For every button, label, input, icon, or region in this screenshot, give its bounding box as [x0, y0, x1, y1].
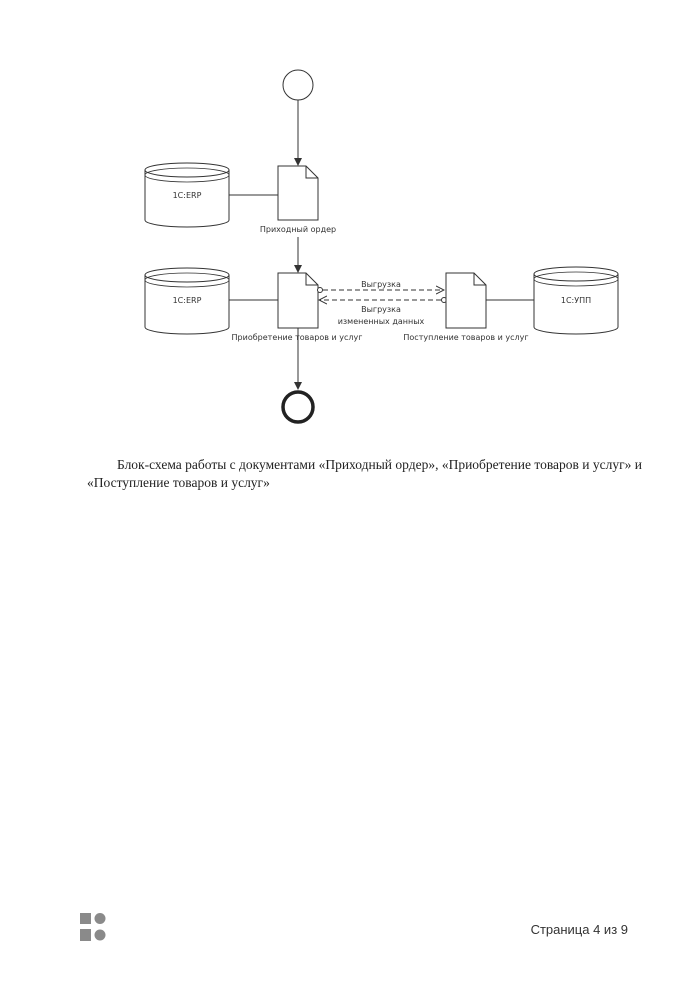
- database-upp: [534, 267, 618, 334]
- flow-upload-label: Выгрузка: [361, 280, 401, 289]
- flow-upload-changed-label-2: измененных данных: [337, 317, 425, 326]
- figure-caption: Блок-схема работы с документами «Приходный ордер», «Приобретение товаров и услуг» и «Поступление товаров и услуг»: [87, 457, 642, 490]
- doc-purchase: [278, 273, 318, 328]
- database-erp-top-label: 1С:ERP: [172, 191, 202, 200]
- start-event: [283, 70, 313, 100]
- flow-upload-changed-label-1: Выгрузка: [361, 305, 401, 314]
- doc-receipt-order: [278, 166, 318, 220]
- page-number: Страница 4 из 9: [530, 922, 628, 937]
- database-upp-label: 1С:УПП: [560, 296, 592, 305]
- doc-supply: [446, 273, 486, 328]
- logo-icon: [80, 913, 106, 941]
- database-erp-mid-label: 1С:ERP: [172, 296, 202, 305]
- database-erp-mid: [145, 268, 229, 334]
- message-start-dot: [318, 288, 323, 293]
- doc-supply-label: Поступление товаров и услуг: [403, 333, 529, 342]
- end-event: [283, 392, 313, 422]
- flow-diagram: [0, 0, 700, 440]
- database-erp-top: [145, 163, 229, 227]
- doc-receipt-order-label: Приходный ордер: [259, 225, 337, 234]
- doc-purchase-label: Приобретение товаров и услуг: [231, 333, 363, 342]
